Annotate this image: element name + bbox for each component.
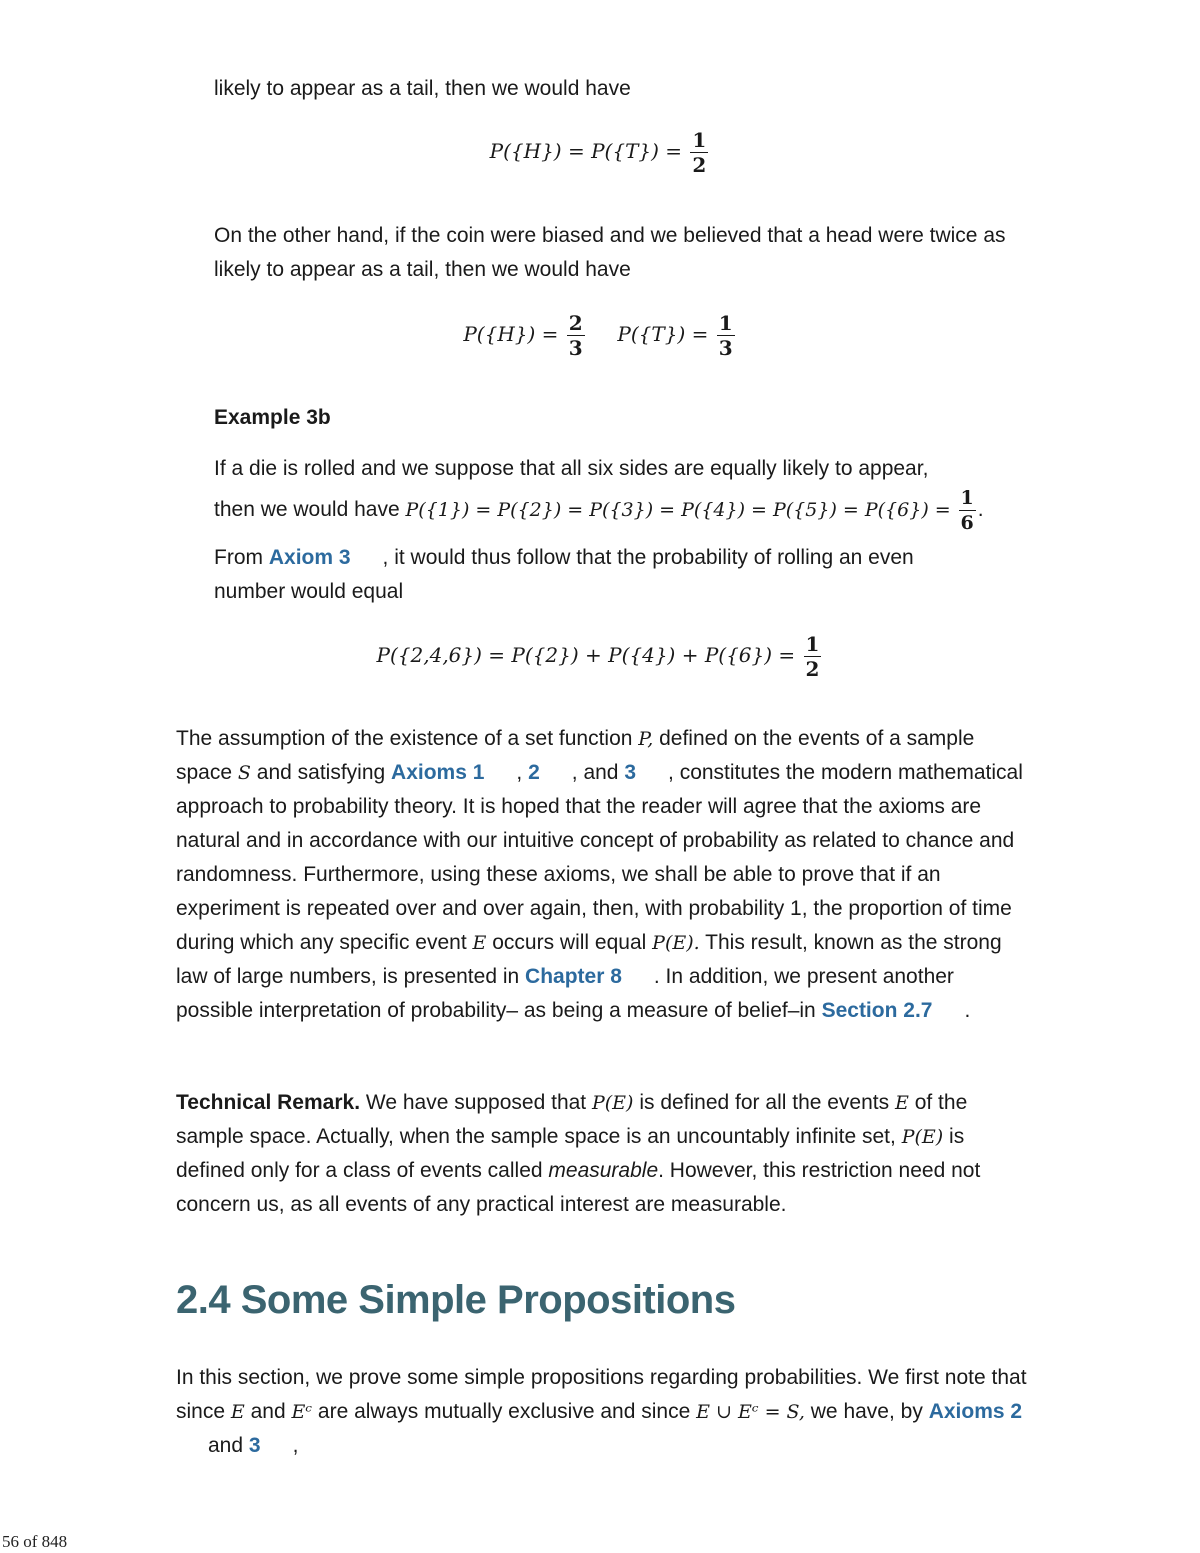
period: . <box>977 498 984 522</box>
denominator: 6 <box>960 512 974 534</box>
denominator: 3 <box>568 336 583 360</box>
link-axioms-2[interactable]: Axioms 2 <box>928 1400 1023 1423</box>
math-E-complement: Eᶜ <box>291 1401 313 1423</box>
numerator: 1 <box>960 487 974 509</box>
paragraph-section-intro <box>176 1361 1036 1463</box>
math-S: S <box>237 762 251 784</box>
link-chapter-8[interactable]: Chapter 8 <box>525 965 622 988</box>
equation-lhs: P({2,4,6}) = P({2}) + P({4}) + P({6}) = <box>376 643 796 667</box>
link-axiom-3[interactable]: 3 <box>624 761 637 784</box>
example-line-2 <box>214 486 1034 535</box>
fraction <box>717 311 735 360</box>
example-line-3 <box>214 541 1014 575</box>
text: defined on the events of a sample space <box>176 727 975 784</box>
text: The assumption of the existence of a set function <box>176 727 633 750</box>
text: is defined only for a class of events called <box>176 1125 965 1182</box>
remark-label: Technical Remark. <box>176 1091 361 1114</box>
emphasis-measurable: measurable <box>548 1159 659 1182</box>
equation-lhs-tails: P({T}) = <box>617 322 709 346</box>
paragraph-assumption <box>176 722 1036 1028</box>
text: and <box>208 1434 244 1457</box>
text: is defined for all the events <box>639 1091 890 1114</box>
text: This result, known as the strong law of large numbers, is presented in <box>176 931 1002 988</box>
denominator: 3 <box>718 336 733 360</box>
equation-fair-coin <box>0 128 1200 177</box>
text: occurs will equal <box>492 931 647 954</box>
text: We have supposed that <box>365 1091 587 1114</box>
fraction <box>567 311 585 360</box>
text: . <box>964 999 971 1022</box>
numerator: 1 <box>718 311 733 335</box>
math-PE: P(E) <box>901 1126 944 1148</box>
math-E: E <box>472 932 487 954</box>
equation-lhs: P({H}) = P({T}) = <box>489 139 683 163</box>
text: , it would thus follow that the probability of rolling an even <box>382 546 914 569</box>
text: then we would have <box>214 498 400 522</box>
paragraph-biased-coin: On the other hand, if the coin were biased and we believed that a head were twice as likely to appear as a tail, then we would have <box>214 224 1006 281</box>
math-PE: P(E) <box>591 1092 634 1114</box>
example-line-4: number would equal <box>214 580 404 603</box>
text: and satisfying <box>256 761 386 784</box>
math-union: E ∪ Eᶜ = S, <box>696 1401 805 1423</box>
text: In this section, we prove some simple propositions regarding probabilities. We first note that since <box>176 1366 1027 1423</box>
fraction <box>959 486 976 535</box>
math-E: E <box>230 1401 245 1423</box>
text: From <box>214 546 263 569</box>
page-number: 56 of 848 <box>2 1532 68 1551</box>
denominator: 2 <box>692 153 707 177</box>
text: , <box>292 1434 299 1457</box>
numerator: 1 <box>805 632 820 656</box>
math-E: E <box>894 1092 909 1114</box>
numerator: 2 <box>568 311 583 335</box>
example-title: Example 3b <box>214 406 331 429</box>
fraction <box>690 128 708 177</box>
link-section-2-7[interactable]: Section 2.7 <box>821 999 933 1022</box>
equation-biased-coin <box>0 311 1200 360</box>
math-P: P, <box>638 728 654 750</box>
fraction <box>804 632 822 681</box>
link-axiom-3[interactable]: Axiom 3 <box>268 546 351 569</box>
text: , constitutes the modern mathematical approach to probability theory. It is hoped that the reader will agree that the axioms are natural and in accordance with our intuitive concept of probability as related to chance and randomness. Furthermore, using these axioms, we shall be able to prove that if an experiment is repeated over and over again, then, with probability 1, the proportion of time during which any specific event <box>176 761 1023 954</box>
numerator: 1 <box>692 128 707 152</box>
text: are always mutually exclusive and since <box>317 1400 691 1423</box>
example-line-1: If a die is rolled and we suppose that all six sides are equally likely to appear, <box>214 457 929 480</box>
link-axioms-1[interactable]: Axioms 1 <box>391 761 485 784</box>
text: of the sample space. Actually, when the sample space is an uncountably infinite set, <box>176 1091 968 1148</box>
text: . In addition, we present another possible interpretation of probability– as being a measure of belief–in <box>176 965 954 1022</box>
die-equation: P({1}) = P({2}) = P({3}) = P({4}) = P({5}) = P({6}) = <box>405 499 951 522</box>
section-heading: 2.4 Some Simple Propositions <box>176 1278 736 1322</box>
math-PE: P(E). <box>652 932 700 954</box>
text: we have, by <box>810 1400 923 1423</box>
text: , and <box>571 761 619 784</box>
equation-even-number <box>0 632 1200 681</box>
text: and <box>250 1400 286 1423</box>
link-axiom-2[interactable]: 2 <box>528 761 540 784</box>
paragraph-continued: likely to appear as a tail, then we would have <box>214 77 631 100</box>
equation-lhs-heads: P({H}) = <box>463 322 559 346</box>
text: , <box>516 761 523 784</box>
text: . However, this restriction need not concern us, as all events of any practical interest are measurable. <box>176 1159 981 1216</box>
denominator: 2 <box>805 657 820 681</box>
paragraph-technical-remark <box>176 1086 1036 1222</box>
link-axiom-3[interactable]: 3 <box>248 1434 261 1457</box>
